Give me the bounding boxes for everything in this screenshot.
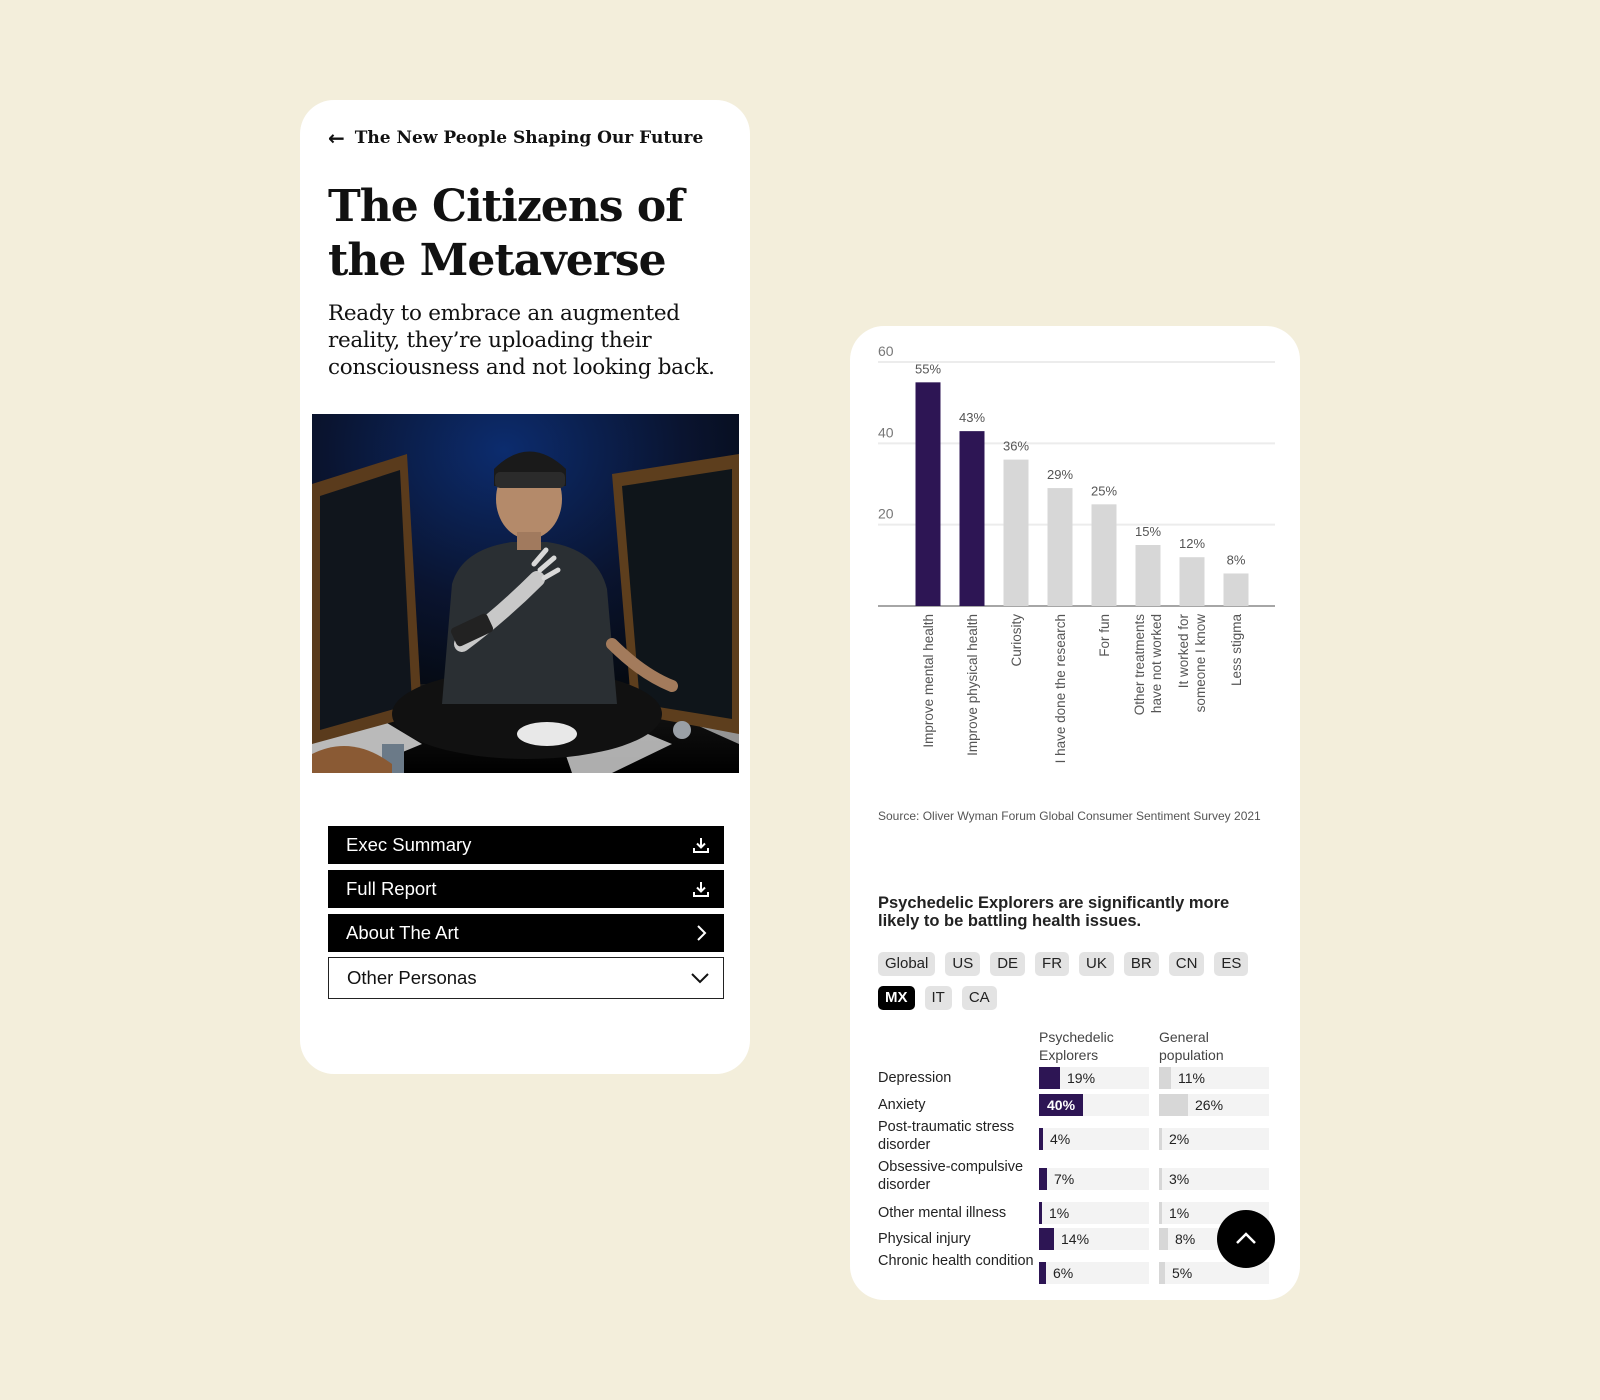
row-label: Post-traumatic stress disorder (878, 1119, 1015, 1153)
x-tick-label: It worked for someone I know (1176, 614, 1208, 713)
bar-value-label: 55% (914, 361, 942, 377)
country-chip-it[interactable]: IT (925, 986, 952, 1010)
y-tick-label: 60 (878, 343, 894, 359)
back-link[interactable] (328, 128, 703, 148)
bar-value-label: 1% (1169, 1205, 1190, 1221)
bar-value-label: 19% (1067, 1070, 1096, 1086)
back-link-label: The New People Shaping Our Future (354, 128, 704, 148)
general-bar (1159, 1262, 1165, 1284)
general-bar-track (1159, 1168, 1269, 1190)
x-tick-label: Improve physical health (965, 614, 980, 756)
general-bar (1159, 1168, 1162, 1190)
bar-value-label: 4% (1050, 1131, 1071, 1147)
country-chip-cn[interactable]: CN (1169, 952, 1205, 976)
full-report-button[interactable] (328, 870, 724, 908)
bar (1004, 460, 1029, 606)
full-report-label: Full Report (346, 878, 437, 899)
bar-value-label: 8% (1226, 552, 1246, 568)
bar-value-label: 5% (1172, 1265, 1193, 1281)
bar-value-label: 12% (1178, 536, 1206, 552)
general-bar (1159, 1067, 1171, 1089)
download-icon (690, 834, 712, 856)
chevron-down-icon (689, 967, 711, 989)
country-chip-mx[interactable]: MX (878, 986, 915, 1010)
scroll-to-top-button[interactable] (1217, 1210, 1275, 1268)
hero-photo (312, 414, 739, 773)
general-bar (1159, 1128, 1162, 1150)
chart-card (850, 326, 1300, 1300)
exec-summary-button[interactable] (328, 826, 724, 864)
general-bar-track (1159, 1128, 1269, 1150)
bar-value-label: 43% (958, 410, 986, 426)
country-chip-fr[interactable]: FR (1035, 952, 1069, 976)
explorers-bar (1039, 1202, 1042, 1224)
bar (916, 382, 941, 606)
explorers-bar (1039, 1168, 1047, 1190)
bar-value-label: 36% (1002, 438, 1030, 454)
country-chip-es[interactable]: ES (1214, 952, 1248, 976)
explorers-bar (1039, 1067, 1060, 1089)
other-personas-dropdown[interactable] (328, 957, 724, 999)
bar (1048, 488, 1073, 606)
exec-summary-label: Exec Summary (346, 834, 472, 855)
bar-value-label: 15% (1134, 524, 1162, 539)
section-title: Psychedelic Explorers are significantly more likely to be battling health issues. (878, 894, 1230, 930)
chevron-right-icon (690, 922, 712, 944)
explorers-bar-track (1039, 1168, 1149, 1190)
general-bar (1159, 1228, 1168, 1250)
about-the-art-label: About The Art (346, 922, 459, 943)
bar-value-label: 2% (1169, 1131, 1190, 1147)
x-tick-label: I have done the research (1053, 614, 1068, 764)
y-tick-label: 20 (878, 505, 894, 522)
persona-card (300, 100, 750, 1074)
country-chip-us[interactable]: US (945, 952, 980, 976)
bar (960, 431, 985, 606)
row-label: Obsessive-compulsive disorder (878, 1159, 1024, 1193)
bar-value-label: 29% (1046, 467, 1074, 483)
row-label: Chronic health condition (878, 1253, 1034, 1269)
download-icon (690, 878, 712, 900)
bar (1092, 504, 1117, 606)
bar-value-label: 26% (1195, 1097, 1224, 1113)
bar-value-label: 14% (1061, 1231, 1090, 1247)
country-chip-global[interactable]: Global (878, 952, 935, 976)
chevron-up-icon (1233, 1226, 1259, 1252)
bar (1224, 573, 1249, 606)
row-label: Depression (878, 1070, 952, 1086)
y-tick-label: 40 (878, 424, 894, 441)
country-chip-br[interactable]: BR (1124, 952, 1159, 976)
motivation-bar-chart (850, 326, 1300, 796)
general-bar-track (1159, 1094, 1269, 1116)
bar-value-label: 1% (1049, 1205, 1070, 1221)
row-label: Other mental illness (878, 1205, 1007, 1221)
explorers-bar (1039, 1128, 1043, 1150)
chart-source: Source: Oliver Wyman Forum Global Consumer Sentiment Survey 2021 (878, 809, 1261, 823)
col-header-general: General population (1159, 1029, 1224, 1063)
country-filter (878, 952, 1278, 1010)
explorers-bar (1039, 1262, 1046, 1284)
bar-value-label: 6% (1053, 1265, 1074, 1281)
bar-value-label: 8% (1175, 1231, 1196, 1247)
x-tick-label: Less stigma (1229, 614, 1244, 687)
x-tick-label: Improve mental health (921, 614, 936, 748)
general-bar (1159, 1202, 1162, 1224)
bar (1136, 545, 1161, 606)
explorers-bar-track (1039, 1067, 1149, 1089)
row-label: Physical injury (878, 1231, 971, 1247)
col-header-explorers: Psychedelic Explorers (1039, 1029, 1114, 1063)
x-tick-label: Other treatments have not worked (1132, 614, 1164, 716)
page-title: The Citizens of the Metaverse (328, 181, 684, 286)
explorers-bar-track (1039, 1094, 1149, 1116)
explorers-bar-track (1039, 1128, 1149, 1150)
bar-value-label: 3% (1169, 1171, 1190, 1187)
explorers-bar (1039, 1228, 1054, 1250)
other-personas-label: Other Personas (347, 967, 477, 988)
bar-value-label: 25% (1090, 483, 1118, 499)
about-the-art-button[interactable] (328, 914, 724, 952)
explorers-bar-track (1039, 1228, 1149, 1250)
explorers-bar-track (1039, 1262, 1149, 1284)
country-chip-de[interactable]: DE (990, 952, 1025, 976)
x-tick-label: Curiosity (1009, 614, 1024, 667)
general-bar (1159, 1094, 1188, 1116)
explorers-bar-track (1039, 1202, 1149, 1224)
x-tick-label: For fun (1097, 614, 1112, 657)
general-bar-track (1159, 1067, 1269, 1089)
arrow-left-icon: ← (328, 126, 345, 150)
bar-value-label: 7% (1054, 1171, 1075, 1187)
bar-value-label: 40% (1047, 1097, 1076, 1113)
row-label: Anxiety (878, 1097, 926, 1113)
page-subtitle: Ready to embrace an augmented reality, they’re uploading their consciousness and not looking back. (328, 301, 715, 380)
country-chip-uk[interactable]: UK (1079, 952, 1114, 976)
bar (1180, 557, 1205, 606)
bar-value-label: 11% (1178, 1070, 1205, 1086)
country-chip-ca[interactable]: CA (962, 986, 997, 1010)
